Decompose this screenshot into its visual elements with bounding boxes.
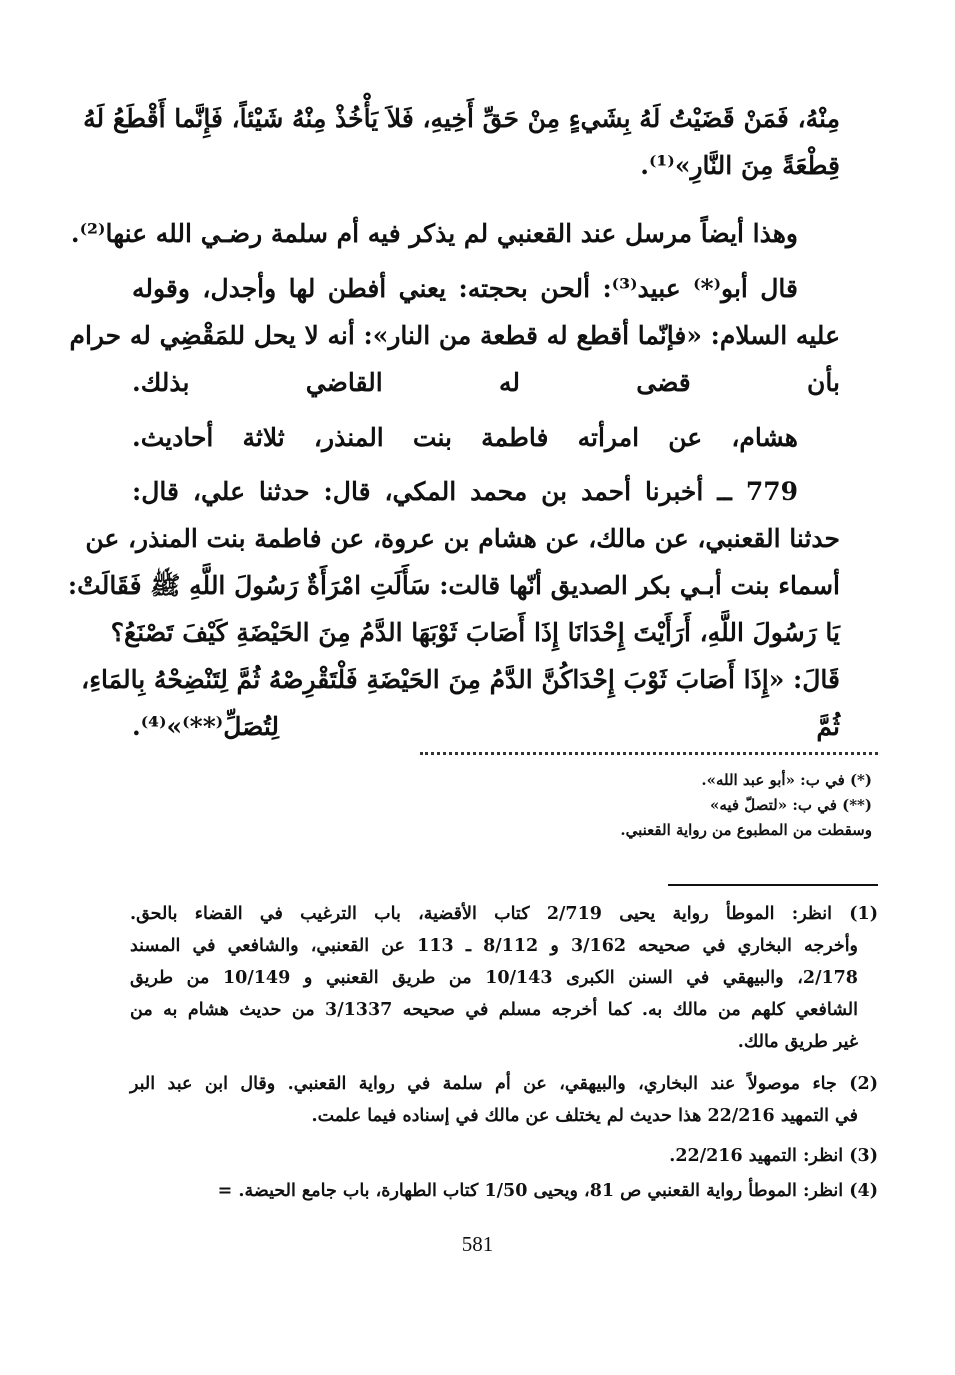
variant-note: (**) في ب: «لتصلّ فيه» bbox=[709, 796, 872, 814]
text-line: عليه السلام: «فإنّما أقطع له قطعة من النار»: أنه لا يحل للمَقْضِي له حرام bbox=[69, 321, 840, 350]
text-line: قال أبو⁽*⁾ عبيد⁽³⁾: ألحن بحجته: يعني أفطن لها وأجدل، وقوله bbox=[132, 274, 799, 303]
text-line: حدثنا القعنبي، عن مالك، عن هشام بن عروة، عن فاطمة بنت المنذر، عن bbox=[85, 524, 840, 553]
text-line: هشام، عن امرأته فاطمة بنت المنذر، ثلاثة أحاديث. bbox=[132, 423, 798, 452]
text-line: مِنْهُ، فَمَنْ قَضَيْتُ لَهُ بِشَيءٍ مِنْ حَقِّ أَخِيهِ، فَلاَ يَأْخُذْ مِنْهُ شَيْئاً، فَإِنَّما أَقْطَعُ لَهُ bbox=[83, 104, 840, 133]
text-line: بأن قضى له القاضي بذلك. bbox=[132, 368, 840, 397]
footnote-line: 2/178، والبيهقي في السنن الكبرى 10/143 من طريق القعنبي و 10/149 من طريق bbox=[130, 968, 858, 988]
footnote-4 bbox=[130, 1175, 878, 1207]
main-text-block-4 bbox=[132, 414, 840, 461]
text-line: قِطْعَةً مِنَ النَّارِ»⁽¹⁾. bbox=[640, 151, 840, 180]
main-text-block-2 bbox=[70, 210, 840, 257]
text-line: 779 ــ أخبرنا أحمد بن محمد المكي، قال: حدثنا علي، قال: bbox=[132, 477, 798, 506]
footnote-line: غير طريق مالك. bbox=[737, 1032, 858, 1052]
text-line: ثُمَّ لِتُصَلِّ⁽**⁾»⁽⁴⁾. bbox=[132, 712, 840, 741]
main-text-block-1 bbox=[83, 95, 840, 189]
text-line: يَا رَسُولَ اللَّهِ، أَرَأَيْتَ إِحْدَانَا إِذَا أَصَابَ ثَوْبَهَا الدَّمُ مِنَ الحَيْضَةِ كَيْفَ تَصْنَعُ؟ bbox=[110, 618, 840, 647]
footnote-line: وأخرجه البخاري في صحيحه 3/162 و 8/112 ـ 113 عن القعنبي، والشافعي في المسند bbox=[130, 936, 859, 956]
variant-note: وسقطت من المطبوع من رواية القعنبي. bbox=[620, 821, 872, 839]
footnote-line: في التمهيد 22/216 هذا حديث لم يختلف عن مالك في إسناده فيما علمت. bbox=[311, 1106, 858, 1126]
footnote-line: الشافعي كلهم من مالك به. كما أخرجه مسلم في صحيحه 3/1337 من حديث هشام به من bbox=[130, 1000, 858, 1020]
footnote-line: (2) جاء موصولاً عند البخاري، والبيهقي، عن أم سلمة في رواية القعنبي. وقال ابن عبد البر bbox=[130, 1074, 878, 1094]
page-number: 581 bbox=[461, 1232, 494, 1256]
main-text-block-3 bbox=[69, 265, 840, 406]
footnote-1 bbox=[130, 898, 878, 1058]
variant-note: (*) في ب: «أبو عبد الله». bbox=[701, 771, 872, 789]
footnote-2 bbox=[130, 1068, 878, 1132]
variant-notes bbox=[452, 768, 872, 843]
footnote-divider bbox=[668, 884, 878, 886]
hadith-779 bbox=[67, 468, 840, 750]
text-line: وهذا أيضاً مرسل عند القعنبي لم يذكر فيه أم سلمة رضـي الله عنها⁽²⁾. bbox=[70, 219, 798, 248]
footnote-line: (1) انظر: الموطأ رواية يحيى 2/719 كتاب الأقضية، باب الترغيب في القضاء بالحق. bbox=[130, 904, 878, 924]
text-line: أسماء بنت أبـي بكر الصديق أنّها قالت: سَأَلَتِ امْرَأَةٌ رَسُولَ اللَّهِ ﷺ فَقَالَتْ: bbox=[67, 571, 840, 600]
footnote-3 bbox=[130, 1140, 878, 1172]
text-line: قَالَ: «إِذَا أَصَابَ ثَوْبَ إِحْدَاكُنَّ الدَّمُ مِنَ الحَيْضَةِ فَلْتَقْرِصْهُ ثُمَّ لِتَنْضِحْهُ بِالمَاءِ، bbox=[81, 665, 840, 694]
footnote-line: (3) انظر: التمهيد 22/216. bbox=[669, 1146, 878, 1166]
footnote-line: (4) انظر: الموطأ رواية القعنبي ص 81، ويحيى 1/50 كتاب الطهارة، باب جامع الحيضة. = bbox=[217, 1181, 878, 1201]
dotted-divider bbox=[420, 752, 878, 755]
